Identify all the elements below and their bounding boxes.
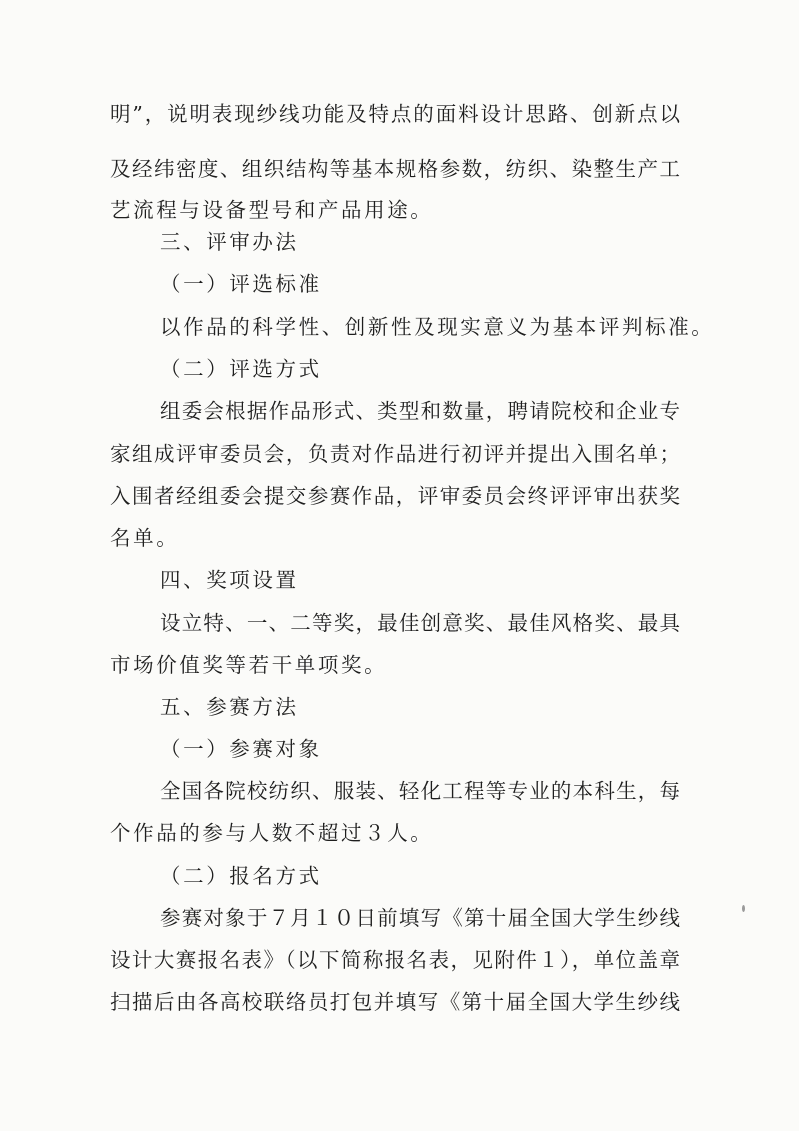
text-line: 市场价值奖等若干单项奖。 [110,653,388,677]
text-line: 组委会根据作品形式、类型和数量，聘请院校和企业专 [160,399,680,423]
text-line: 扫描后由各高校联络员打包并填写《第十届全国大学生纱线 [110,990,680,1014]
text-line: 参赛对象于７月１０日前填写《第十届全国大学生纱线 [160,906,680,930]
text-line: 名单。 [110,526,180,550]
subsection-heading: （二）评选方式 [160,357,322,381]
scan-speck [742,905,745,912]
text-line: 以作品的科学性、创新性及现实意义为基本评判标准。 [160,315,715,339]
text-line: 个作品的参与人数不超过３人。 [110,821,434,845]
text-line: 设计大赛报名表》（以下简称报名表，见附件１），单位盖章 [110,948,680,972]
subsection-heading: （一）评选标准 [160,272,322,296]
text-line: 设立特、一、二等奖，最佳创意奖、最佳风格奖、最具 [160,611,680,635]
text-line: 明”，说明表现纱线功能及特点的面料设计思路、创新点以 [110,102,680,126]
section-heading: 三、评审办法 [160,230,299,254]
text-line: 艺流程与设备型号和产品用途。 [110,198,434,222]
text-line: 全国各院校纺织、服装、轻化工程等专业的本科生，每 [160,779,680,803]
subsection-heading: （一）参赛对象 [160,737,322,761]
subsection-heading: （二）报名方式 [160,864,322,888]
text-line: 及经纬密度、组织结构等基本规格参数，纺织、染整生产工 [110,157,680,181]
section-heading: 五、参赛方法 [160,695,299,719]
text-line: 入围者经组委会提交参赛作品，评审委员会终评评审出获奖 [110,484,680,508]
text-line: 家组成评审委员会，负责对作品进行初评并提出入围名单； [110,442,680,466]
section-heading: 四、奖项设置 [160,568,299,592]
